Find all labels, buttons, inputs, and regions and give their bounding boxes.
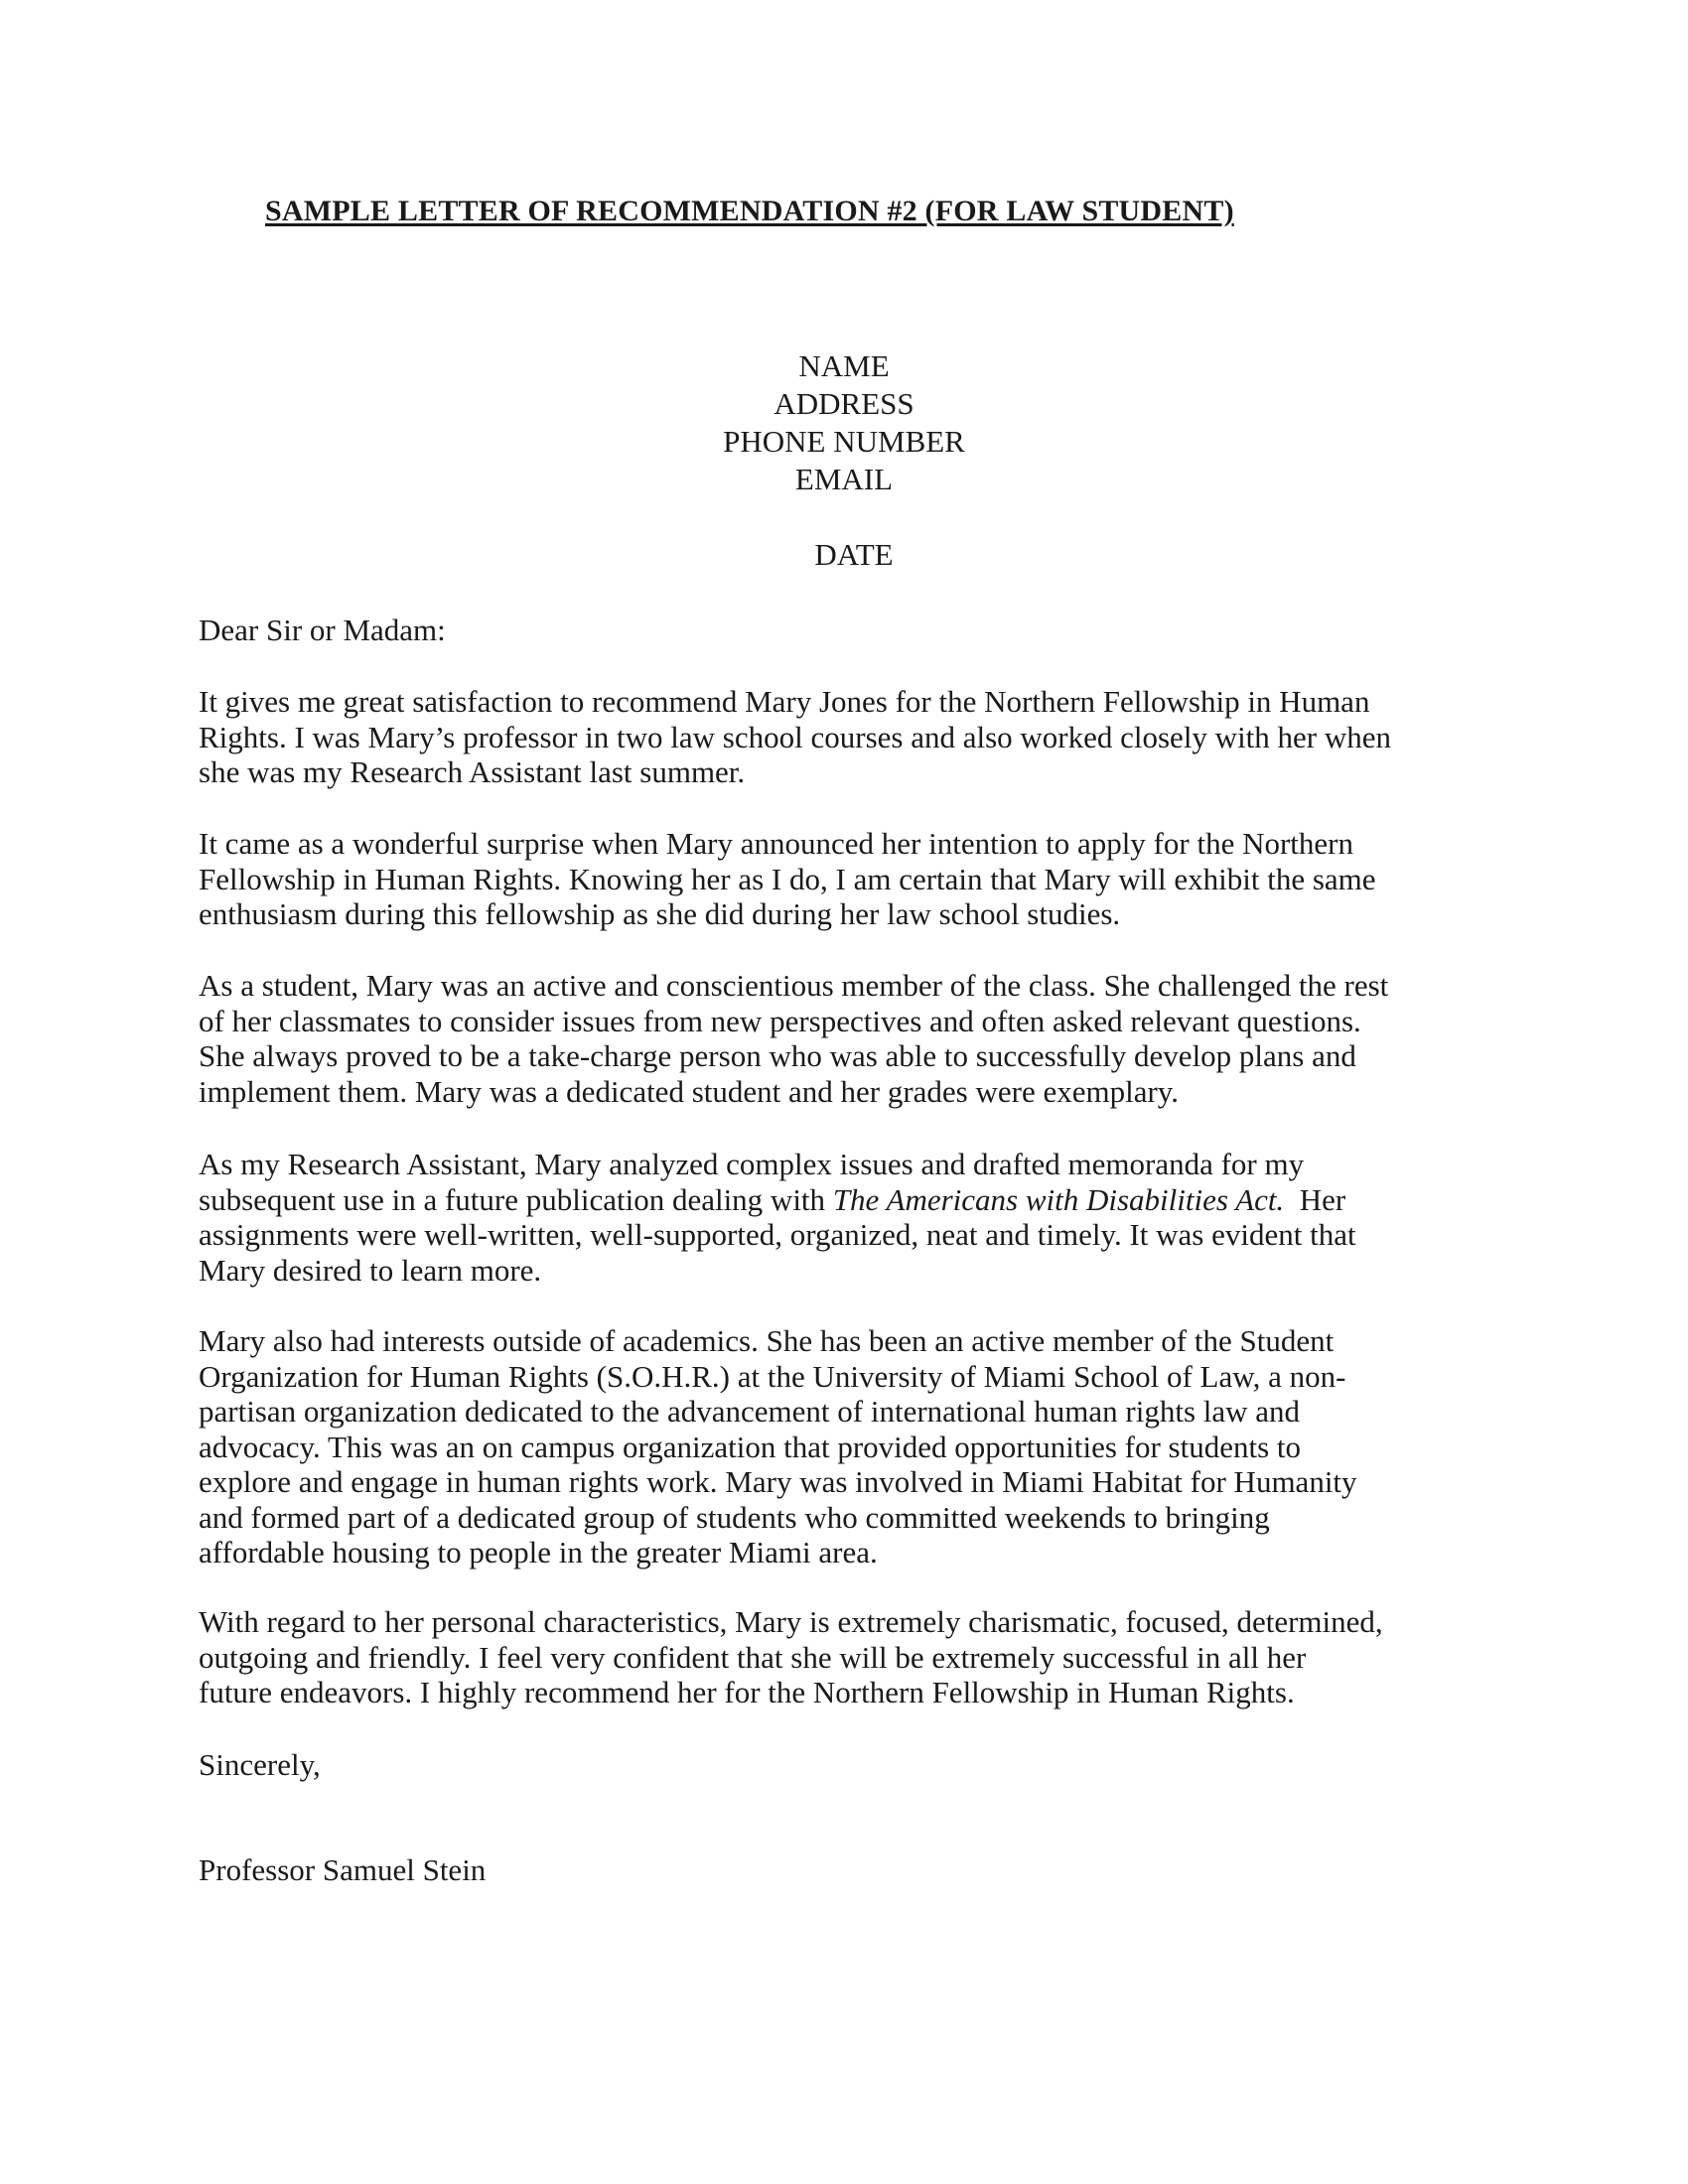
- paragraph-line: Organization for Human Rights (S.O.H.R.) at the University of Miami School of Law, a non-: [199, 1358, 1346, 1394]
- paragraph-4: [199, 1147, 1519, 1288]
- paragraph-line: Fellowship in Human Rights. Knowing her as I do, I am certain that Mary will exhibit the same: [199, 861, 1376, 896]
- sender-name: NAME: [798, 348, 890, 383]
- paragraph-line: future endeavors. I highly recommend her for the Northern Fellowship in Human Rights.: [199, 1675, 1295, 1709]
- paragraph-3: [199, 968, 1519, 1109]
- act-title-italic: The Americans with Disabilities Act.: [832, 1181, 1285, 1217]
- letter-date: DATE: [814, 537, 894, 572]
- paragraph-line: With regard to her personal characteristics, Mary is extremely charismatic, focused, determined,: [199, 1604, 1383, 1639]
- paragraph-2: [199, 826, 1519, 932]
- paragraph-line: implement them. Mary was a dedicated student and her grades were exemplary.: [199, 1073, 1180, 1109]
- sender-block: [566, 347, 1122, 498]
- paragraph-line: partisan organization dedicated to the advancement of international human rights law and: [199, 1394, 1301, 1429]
- paragraph-line: As a student, Mary was an active and conscientious member of the class. She challenged the rest: [199, 968, 1389, 1003]
- paragraph-5: [199, 1323, 1519, 1570]
- paragraph-line: It gives me great satisfaction to recommend Mary Jones for the Northern Fellowship in Human: [199, 684, 1370, 719]
- paragraph-line: advocacy. This was an on campus organization that provided opportunities for students to: [199, 1429, 1302, 1464]
- paragraph-line: assignments were well-written, well-supported, organized, neat and timely. It was evident that: [199, 1217, 1356, 1252]
- paragraph-line: and formed part of a dedicated group of students who committed weekends to bringing: [199, 1499, 1270, 1535]
- paragraph-6: [199, 1604, 1519, 1710]
- salutation: Dear Sir or Madam:: [199, 613, 446, 647]
- paragraph-line: affordable housing to people in the greater Miami area.: [199, 1535, 878, 1570]
- paragraph-line: explore and engage in human rights work. Mary was involved in Miami Habitat for Humanity: [199, 1464, 1357, 1499]
- paragraph-line: Mary desired to learn more.: [199, 1252, 542, 1288]
- paragraph-line: of her classmates to consider issues from new perspectives and often asked relevant questions.: [199, 1003, 1361, 1038]
- signature-name: Professor Samuel Stein: [199, 1852, 487, 1887]
- paragraph-line: As my Research Assistant, Mary analyzed complex issues and drafted memoranda for my: [199, 1147, 1305, 1181]
- sender-address: ADDRESS: [774, 386, 914, 421]
- paragraph-1: [199, 684, 1519, 790]
- paragraph-line: outgoing and friendly. I feel very confident that she will be extremely successful in all her: [199, 1639, 1307, 1675]
- paragraph-text: subsequent use in a future publication dealing with: [199, 1181, 833, 1217]
- paragraph-line: Rights. I was Mary’s professor in two law school courses and also worked closely with her when: [199, 719, 1392, 754]
- paragraph-line: she was my Research Assistant last summer.: [199, 754, 746, 789]
- sender-email: EMAIL: [794, 462, 894, 496]
- sender-phone: PHONE NUMBER: [723, 424, 965, 459]
- paragraph-text: Her: [1284, 1181, 1346, 1217]
- closing: Sincerely,: [199, 1747, 321, 1782]
- paragraph-line: She always proved to be a take-charge person who was able to successfully develop plans and: [199, 1038, 1356, 1073]
- paragraph-line: [199, 1182, 1519, 1218]
- paragraph-line: Mary also had interests outside of academics. She has been an active member of the Student: [199, 1323, 1335, 1358]
- paragraph-line: It came as a wonderful surprise when Mary announced her intention to apply for the Northern: [199, 826, 1353, 861]
- paragraph-line: enthusiasm during this fellowship as she did during her law school studies.: [199, 896, 1121, 931]
- letter-title: SAMPLE LETTER OF RECOMMENDATION #2 (FOR LAW STUDENT): [265, 195, 1234, 227]
